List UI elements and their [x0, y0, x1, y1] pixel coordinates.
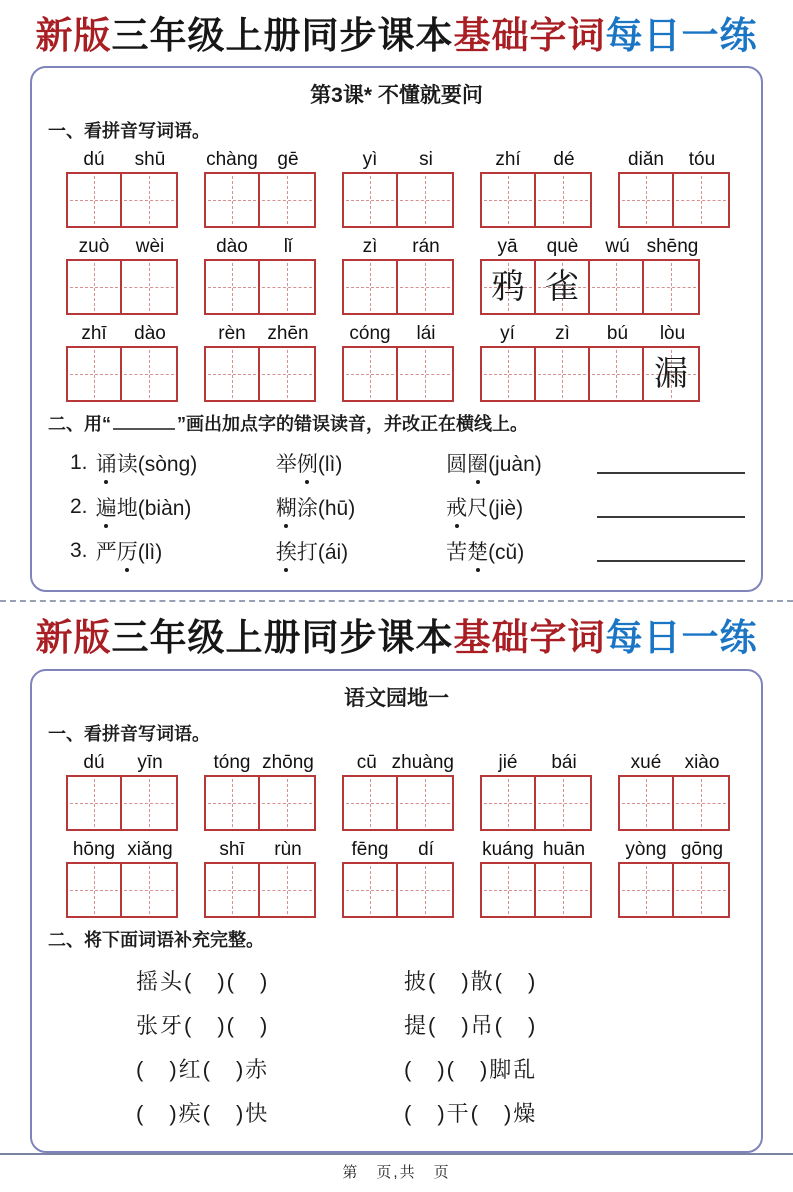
writing-cell [206, 777, 260, 829]
pinyin-syllable: tóu [688, 149, 716, 171]
writing-cell [68, 174, 122, 226]
writing-cell-row [66, 775, 178, 831]
writing-cell [398, 777, 452, 829]
term-char: 戒 [446, 492, 467, 522]
term-char: 诵 [96, 448, 117, 478]
pinyin-syllable: zì [555, 323, 570, 345]
item-number: 3. [70, 539, 88, 563]
pinyin-word-group [204, 149, 316, 228]
misread-item [48, 536, 745, 566]
header-segment-edition: 新版 [35, 13, 112, 57]
writing-cell [344, 348, 398, 400]
pinyin-syllable: kuáng [482, 838, 534, 860]
writing-cell-row [204, 259, 316, 315]
worksheet-header [0, 614, 793, 660]
term-char: 遍 [96, 492, 117, 522]
writing-cell [644, 348, 698, 400]
pinyin-word-group [618, 752, 730, 831]
pinyin-syllable: dào [134, 323, 166, 345]
header-segment-practice: 每日一练 [605, 615, 758, 660]
writing-cell-row [618, 172, 730, 228]
pinyin-labels [342, 323, 454, 345]
term-char: 圆 [446, 453, 468, 477]
misread-term [446, 448, 590, 478]
pinyin-labels [66, 323, 178, 345]
writing-cell-row [480, 172, 592, 228]
writing-cell [536, 348, 590, 400]
pinyin-row [48, 752, 745, 831]
writing-cell [122, 348, 176, 400]
pinyin-labels [342, 149, 454, 171]
writing-cell [122, 864, 176, 916]
pinyin-syllable: shī [219, 838, 245, 860]
writing-cell [122, 261, 176, 313]
writing-cell-row [618, 862, 730, 918]
underline-blank [113, 415, 175, 430]
term-pinyin: (juàn) [488, 453, 542, 477]
writing-cell [68, 348, 122, 400]
misread-item [48, 492, 745, 522]
pinyin-syllable: què [546, 236, 579, 258]
section-heading-pinyin: 一、看拼音写词语。 [48, 121, 210, 142]
header-segment-practice: 每日一练 [605, 13, 758, 57]
pinyin-syllable: zuò [78, 236, 110, 258]
pinyin-syllable: fēng [351, 838, 389, 860]
writing-cell-row [342, 862, 454, 918]
writing-cell [206, 261, 260, 313]
writing-cell [260, 777, 314, 829]
pinyin-syllable: yòng [625, 838, 667, 860]
writing-cell [122, 174, 176, 226]
misread-term [446, 536, 590, 566]
pinyin-labels [342, 839, 454, 861]
pinyin-word-group [480, 149, 592, 228]
pinyin-word-group [204, 839, 316, 918]
pinyin-syllable: tóng [213, 751, 251, 773]
answer-blank-line [597, 540, 745, 562]
pinyin-syllable: wú [605, 236, 630, 258]
writing-cell [536, 261, 590, 313]
misread-term [446, 492, 590, 522]
pinyin-row [48, 149, 745, 228]
term-char: 圈 [467, 448, 488, 478]
pinyin-word-group [618, 839, 730, 918]
writing-cell [68, 777, 122, 829]
fill-phrase: 张牙( )( ) [136, 1012, 270, 1038]
pinyin-labels [618, 752, 730, 774]
pinyin-syllable: shēng [646, 236, 699, 258]
pinyin-syllable: jié [498, 751, 518, 773]
pinyin-labels [66, 236, 178, 258]
pinyin-syllable: zì [362, 236, 378, 258]
fill-row [48, 1009, 745, 1040]
prefilled-char: 漏 [654, 354, 688, 395]
writing-cell [398, 348, 452, 400]
writing-cell [398, 261, 452, 313]
fill-phrase: 摇头( )( ) [136, 968, 270, 994]
pinyin-syllable: rán [412, 236, 440, 258]
pinyin-labels [480, 839, 592, 861]
writing-cell-row [480, 775, 592, 831]
pinyin-syllable: gōng [680, 838, 724, 860]
page-divider [0, 600, 793, 602]
pinyin-labels [618, 839, 730, 861]
pinyin-labels [480, 149, 592, 171]
writing-cell [260, 261, 314, 313]
writing-cell-row [66, 346, 178, 402]
term-pinyin: (cǔ) [488, 541, 525, 565]
pinyin-labels [480, 323, 700, 345]
writing-cell [674, 777, 728, 829]
term-pinyin: (biàn) [137, 497, 192, 521]
term-pinyin: (sòng) [137, 453, 198, 477]
fill-phrase: ( )干( )燥 [404, 1100, 538, 1126]
pinyin-row [48, 236, 745, 315]
pinyin-word-group [204, 236, 316, 315]
pinyin-syllable: bái [551, 751, 577, 773]
writing-cell [122, 777, 176, 829]
writing-cell-row [342, 775, 454, 831]
header-segment-grade: 三年级上册同步课本 [111, 13, 454, 57]
fill-row [48, 1053, 745, 1084]
pinyin-syllable: bú [606, 323, 629, 345]
writing-cell [536, 777, 590, 829]
writing-cell [344, 777, 398, 829]
answer-blank-line [597, 496, 745, 518]
writing-cell [482, 174, 536, 226]
pinyin-word-group [66, 149, 178, 228]
pinyin-syllable: cóng [349, 323, 391, 345]
term-char: 厉 [117, 536, 138, 566]
writing-cell [482, 777, 536, 829]
pinyin-labels [204, 752, 316, 774]
misread-heading-after: ”画出加点字的错误读音，并改正在横线上。 [177, 414, 528, 435]
writing-cell-row [66, 862, 178, 918]
misread-heading-before: 二、用“ [48, 414, 111, 435]
term-char: 楚 [467, 536, 488, 566]
writing-cell [482, 864, 536, 916]
misread-term [276, 448, 446, 478]
pinyin-syllable: chàng [206, 149, 258, 171]
answer-blank-line [597, 452, 745, 474]
pinyin-syllable: dào [216, 236, 248, 258]
pinyin-syllable: dú [83, 751, 105, 773]
term-char: 涂 [296, 497, 318, 521]
writing-cell-row [480, 862, 592, 918]
writing-cell-row [204, 775, 316, 831]
pinyin-labels [342, 752, 454, 774]
misread-list [48, 448, 745, 566]
pinyin-word-group [342, 839, 454, 918]
writing-cell [620, 864, 674, 916]
pinyin-labels [618, 149, 730, 171]
writing-cell [482, 348, 536, 400]
misread-term [96, 448, 276, 478]
worksheet-card-lesson3 [30, 66, 763, 592]
pinyin-syllable: zhī [81, 323, 107, 345]
pinyin-syllable: xiào [684, 751, 720, 773]
misread-term [276, 536, 446, 566]
term-pinyin: (lì) [137, 541, 163, 565]
pinyin-syllable: dé [553, 149, 575, 171]
fill-row [48, 1097, 745, 1128]
term-char: 糊 [276, 492, 297, 522]
pinyin-syllable: rèn [218, 323, 246, 345]
fill-phrase: ( )红( )赤 [136, 1056, 270, 1082]
pinyin-labels [480, 236, 700, 258]
writing-cell-row [342, 172, 454, 228]
pinyin-labels [204, 839, 316, 861]
writing-cell [536, 174, 590, 226]
pinyin-word-group [342, 236, 454, 315]
writing-cell-row [342, 259, 454, 315]
pinyin-syllable: dú [83, 149, 105, 171]
pinyin-grid-lesson3 [48, 149, 745, 402]
pinyin-labels [342, 236, 454, 258]
fill-phrase: 提( )吊( ) [404, 1012, 538, 1038]
writing-cell [674, 864, 728, 916]
pinyin-labels [204, 149, 316, 171]
pinyin-syllable: xué [630, 751, 662, 773]
header-segment-edition: 新版 [35, 615, 112, 660]
writing-cell [260, 864, 314, 916]
pinyin-syllable: lǐ [283, 236, 293, 258]
pinyin-labels [66, 752, 178, 774]
fill-phrase: ( )( )脚乱 [404, 1056, 538, 1082]
term-char: 挨 [276, 536, 297, 566]
term-char: 苦 [446, 541, 468, 565]
pinyin-word-group [342, 323, 454, 402]
writing-cell-row [204, 346, 316, 402]
writing-cell-row [66, 259, 178, 315]
pinyin-syllable: rùn [274, 838, 302, 860]
pinyin-grid-garden1 [48, 752, 745, 918]
writing-cell [206, 348, 260, 400]
term-char: 举 [275, 453, 297, 477]
pinyin-syllable: yīn [137, 751, 163, 773]
header-segment-topic: 基础字词 [453, 13, 606, 57]
writing-cell [260, 174, 314, 226]
fill-word-list [48, 965, 745, 1128]
pinyin-syllable: zhuàng [391, 751, 454, 773]
fill-phrase: ( )疾( )快 [136, 1100, 270, 1126]
pinyin-syllable: xiǎng [127, 838, 173, 860]
pinyin-labels [66, 839, 178, 861]
pinyin-word-group [66, 839, 178, 918]
pinyin-syllable: zhí [495, 149, 521, 171]
pinyin-word-group [66, 752, 178, 831]
writing-cell [482, 261, 536, 313]
header-segment-grade: 三年级上册同步课本 [111, 615, 454, 660]
pinyin-word-group [204, 323, 316, 402]
term-pinyin: (ái) [317, 541, 349, 565]
writing-cell [206, 174, 260, 226]
writing-cell-row [66, 172, 178, 228]
writing-cell-row [342, 346, 454, 402]
pinyin-word-group [342, 752, 454, 831]
misread-item [48, 448, 745, 478]
fill-row [48, 965, 745, 996]
section-heading-misread [48, 410, 745, 436]
pinyin-word-group [480, 323, 700, 402]
pinyin-row [48, 323, 745, 402]
misread-term [276, 492, 446, 522]
item-number: 1. [70, 451, 88, 475]
pinyin-word-group [204, 752, 316, 831]
lesson-title: 语文园地一 [344, 686, 449, 710]
section-heading-pinyin: 一、看拼音写词语。 [48, 723, 210, 744]
pinyin-syllable: zhōng [262, 751, 314, 773]
pinyin-word-group [480, 752, 592, 831]
term-char: 读 [116, 453, 138, 477]
term-pinyin: (jiè) [488, 497, 524, 521]
pinyin-syllable: dí [418, 838, 434, 860]
pinyin-labels [204, 236, 316, 258]
writing-cell-row [480, 346, 700, 402]
writing-cell [398, 864, 452, 916]
writing-cell [620, 174, 674, 226]
item-number: 2. [70, 495, 88, 519]
pinyin-word-group [342, 149, 454, 228]
writing-cell [398, 174, 452, 226]
writing-cell [68, 864, 122, 916]
term-pinyin: (hū) [317, 497, 356, 521]
writing-cell [536, 864, 590, 916]
fill-phrase: 披( )散( ) [404, 968, 538, 994]
writing-cell [344, 261, 398, 313]
writing-cell [620, 777, 674, 829]
writing-cell [260, 348, 314, 400]
misread-term [96, 492, 276, 522]
worksheet-header [0, 12, 793, 58]
pinyin-syllable: shū [134, 149, 166, 171]
pinyin-word-group [66, 323, 178, 402]
pinyin-syllable: wèi [135, 236, 165, 258]
writing-cell [644, 261, 698, 313]
pinyin-syllable: gē [277, 149, 299, 171]
pinyin-labels [204, 323, 316, 345]
prefilled-char: 鸦 [491, 267, 525, 308]
pinyin-syllable: zhēn [267, 323, 309, 345]
pinyin-syllable: lòu [659, 323, 686, 345]
writing-cell [344, 864, 398, 916]
writing-cell [590, 348, 644, 400]
writing-cell-row [204, 172, 316, 228]
term-char: 严 [95, 541, 117, 565]
term-char: 地 [116, 497, 138, 521]
pinyin-syllable: diǎn [628, 149, 664, 171]
prefilled-char: 雀 [545, 267, 579, 308]
pinyin-syllable: yí [500, 323, 515, 345]
writing-cell [674, 174, 728, 226]
header-segment-topic: 基础字词 [453, 615, 606, 660]
pinyin-syllable: yì [362, 149, 378, 171]
term-char: 例 [297, 448, 318, 478]
term-char: 尺 [467, 497, 489, 521]
pinyin-syllable: cū [356, 751, 377, 773]
worksheet-card-garden1 [30, 669, 763, 1153]
pinyin-syllable: si [419, 149, 433, 171]
lesson-title: 第3课* 不懂就要问 [310, 84, 483, 108]
pinyin-word-group [480, 839, 592, 918]
writing-cell [590, 261, 644, 313]
section-heading-complete-words: 二、将下面词语补充完整。 [48, 929, 264, 950]
writing-cell-row [618, 775, 730, 831]
writing-cell-row [204, 862, 316, 918]
pinyin-word-group [66, 236, 178, 315]
page-footer: 第 页,共 页 [0, 1153, 793, 1192]
pinyin-word-group [480, 236, 700, 315]
pinyin-row [48, 839, 745, 918]
writing-cell [68, 261, 122, 313]
pinyin-labels [480, 752, 592, 774]
pinyin-labels [66, 149, 178, 171]
pinyin-syllable: yā [497, 236, 518, 258]
writing-cell [344, 174, 398, 226]
writing-cell-row [480, 259, 700, 315]
misread-term [96, 536, 276, 566]
pinyin-syllable: hōng [72, 838, 116, 860]
term-char: 打 [296, 541, 318, 565]
pinyin-syllable: lái [416, 323, 436, 345]
pinyin-syllable: huān [542, 838, 586, 860]
writing-cell [206, 864, 260, 916]
pinyin-word-group [618, 149, 730, 228]
term-pinyin: (lì) [317, 453, 343, 477]
